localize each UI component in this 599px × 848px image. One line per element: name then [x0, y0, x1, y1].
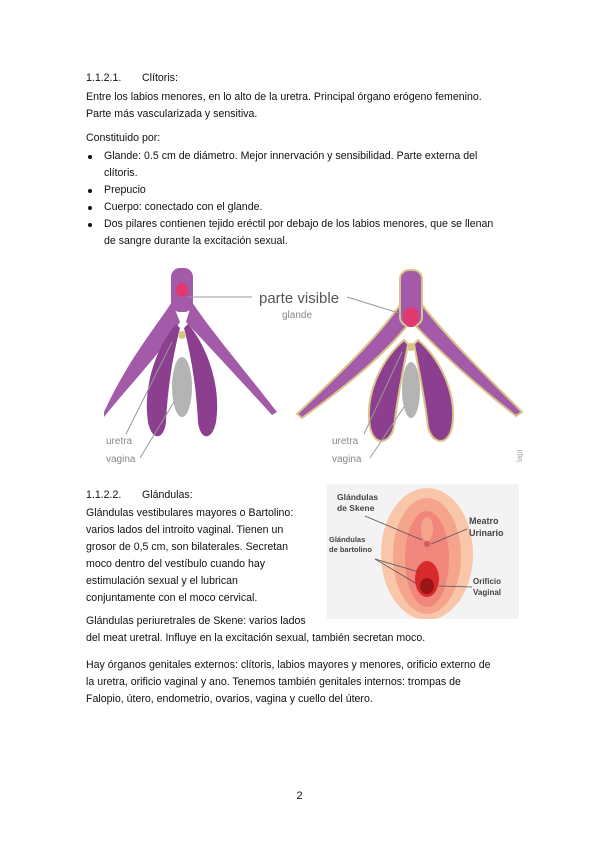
paragraph-line: del meat uretral. Influye en la excitación sexual, también secretan moco.	[86, 632, 426, 644]
label-meatro-2: Urinario	[469, 528, 504, 538]
watermark: lapi	[515, 449, 524, 462]
section-heading-glandulas	[86, 488, 193, 502]
paragraph-line: Hay órganos genitales externos: clítoris, labios mayores y menores, orificio externo de	[86, 659, 491, 671]
paragraph-line: la uretra, orificio vaginal y ano. Tenemos también genitales internos: trompas de	[86, 676, 461, 688]
page-number: 2	[296, 790, 303, 802]
label-bartolino-1: Glándulas	[329, 535, 366, 544]
paragraph-line: varios lados del introito vaginal. Tienen un	[86, 524, 284, 536]
leader-line	[347, 297, 402, 314]
paragraph-line: estimulación sexual y el lubrican	[86, 575, 238, 587]
paragraph-line: Falopio, útero, endometrio, ovarios, vagina y cuello del útero.	[86, 693, 373, 705]
label-uretra-left: uretra	[106, 436, 133, 447]
clitoris-left-drawing	[104, 268, 277, 436]
vulva-glands-figure	[327, 484, 519, 619]
bullet-icon	[88, 206, 92, 210]
clitoris-anatomy-figure	[102, 262, 532, 472]
paragraph-line: Entre los labios menores, en lo alto de la uretra. Principal órgano erógeno femenino.	[86, 91, 482, 103]
label-vagina-left: vagina	[106, 454, 136, 465]
section-number: 1.1.2.2.	[86, 489, 122, 501]
label-orificio-1: Orificio	[473, 577, 502, 586]
list-item-continuation: de sangre durante la excitación sexual.	[104, 235, 288, 247]
list-item: Cuerpo: conectado con el glande.	[104, 201, 263, 213]
paragraph-line: grosor de 0,5 cm, son bilaterales. Secretan	[86, 541, 288, 553]
section-title: Glándulas:	[142, 489, 193, 501]
label-skene-1: Glándulas	[337, 492, 379, 502]
bullet-icon	[88, 223, 92, 227]
paragraph-line: Glándulas vestibulares mayores o Bartolino:	[86, 507, 294, 519]
section-title: Clítoris:	[142, 72, 178, 84]
list-item: Prepucio	[104, 184, 146, 196]
label-bartolino-2: de bartolino	[329, 545, 372, 554]
label-parte-visible: parte visible	[259, 290, 340, 307]
paragraph-line: moco dentro del vestíbulo cuando hay	[86, 558, 266, 570]
paragraph-line: Constituido por:	[86, 132, 161, 144]
paragraph-line: Parte más vascularizada y sensitiva.	[86, 108, 258, 120]
label-uretra-right: uretra	[332, 436, 359, 447]
section-number: 1.1.2.1.	[86, 72, 122, 84]
list-item: Dos pilares contienen tejido eréctil por debajo de los labios menores, que se llenan	[104, 218, 494, 230]
list-item: Glande: 0.5 cm de diámetro. Mejor innervación y sensibilidad. Parte externa del	[104, 150, 478, 162]
paragraph-line: conjuntamente con el moco cervical.	[86, 592, 258, 604]
label-glande: glande	[282, 310, 313, 321]
bullet-icon	[88, 155, 92, 159]
section-heading-clitoris	[86, 71, 178, 85]
bullet-icon	[88, 189, 92, 193]
label-meatro-1: Meatro	[469, 516, 499, 526]
paragraph-line: Glándulas periuretrales de Skene: varios lados	[86, 615, 306, 627]
label-skene-2: de Skene	[337, 503, 375, 513]
label-vagina-right: vagina	[332, 454, 362, 465]
list-item-continuation: clítoris.	[104, 167, 138, 179]
label-orificio-2: Vaginal	[473, 588, 502, 597]
